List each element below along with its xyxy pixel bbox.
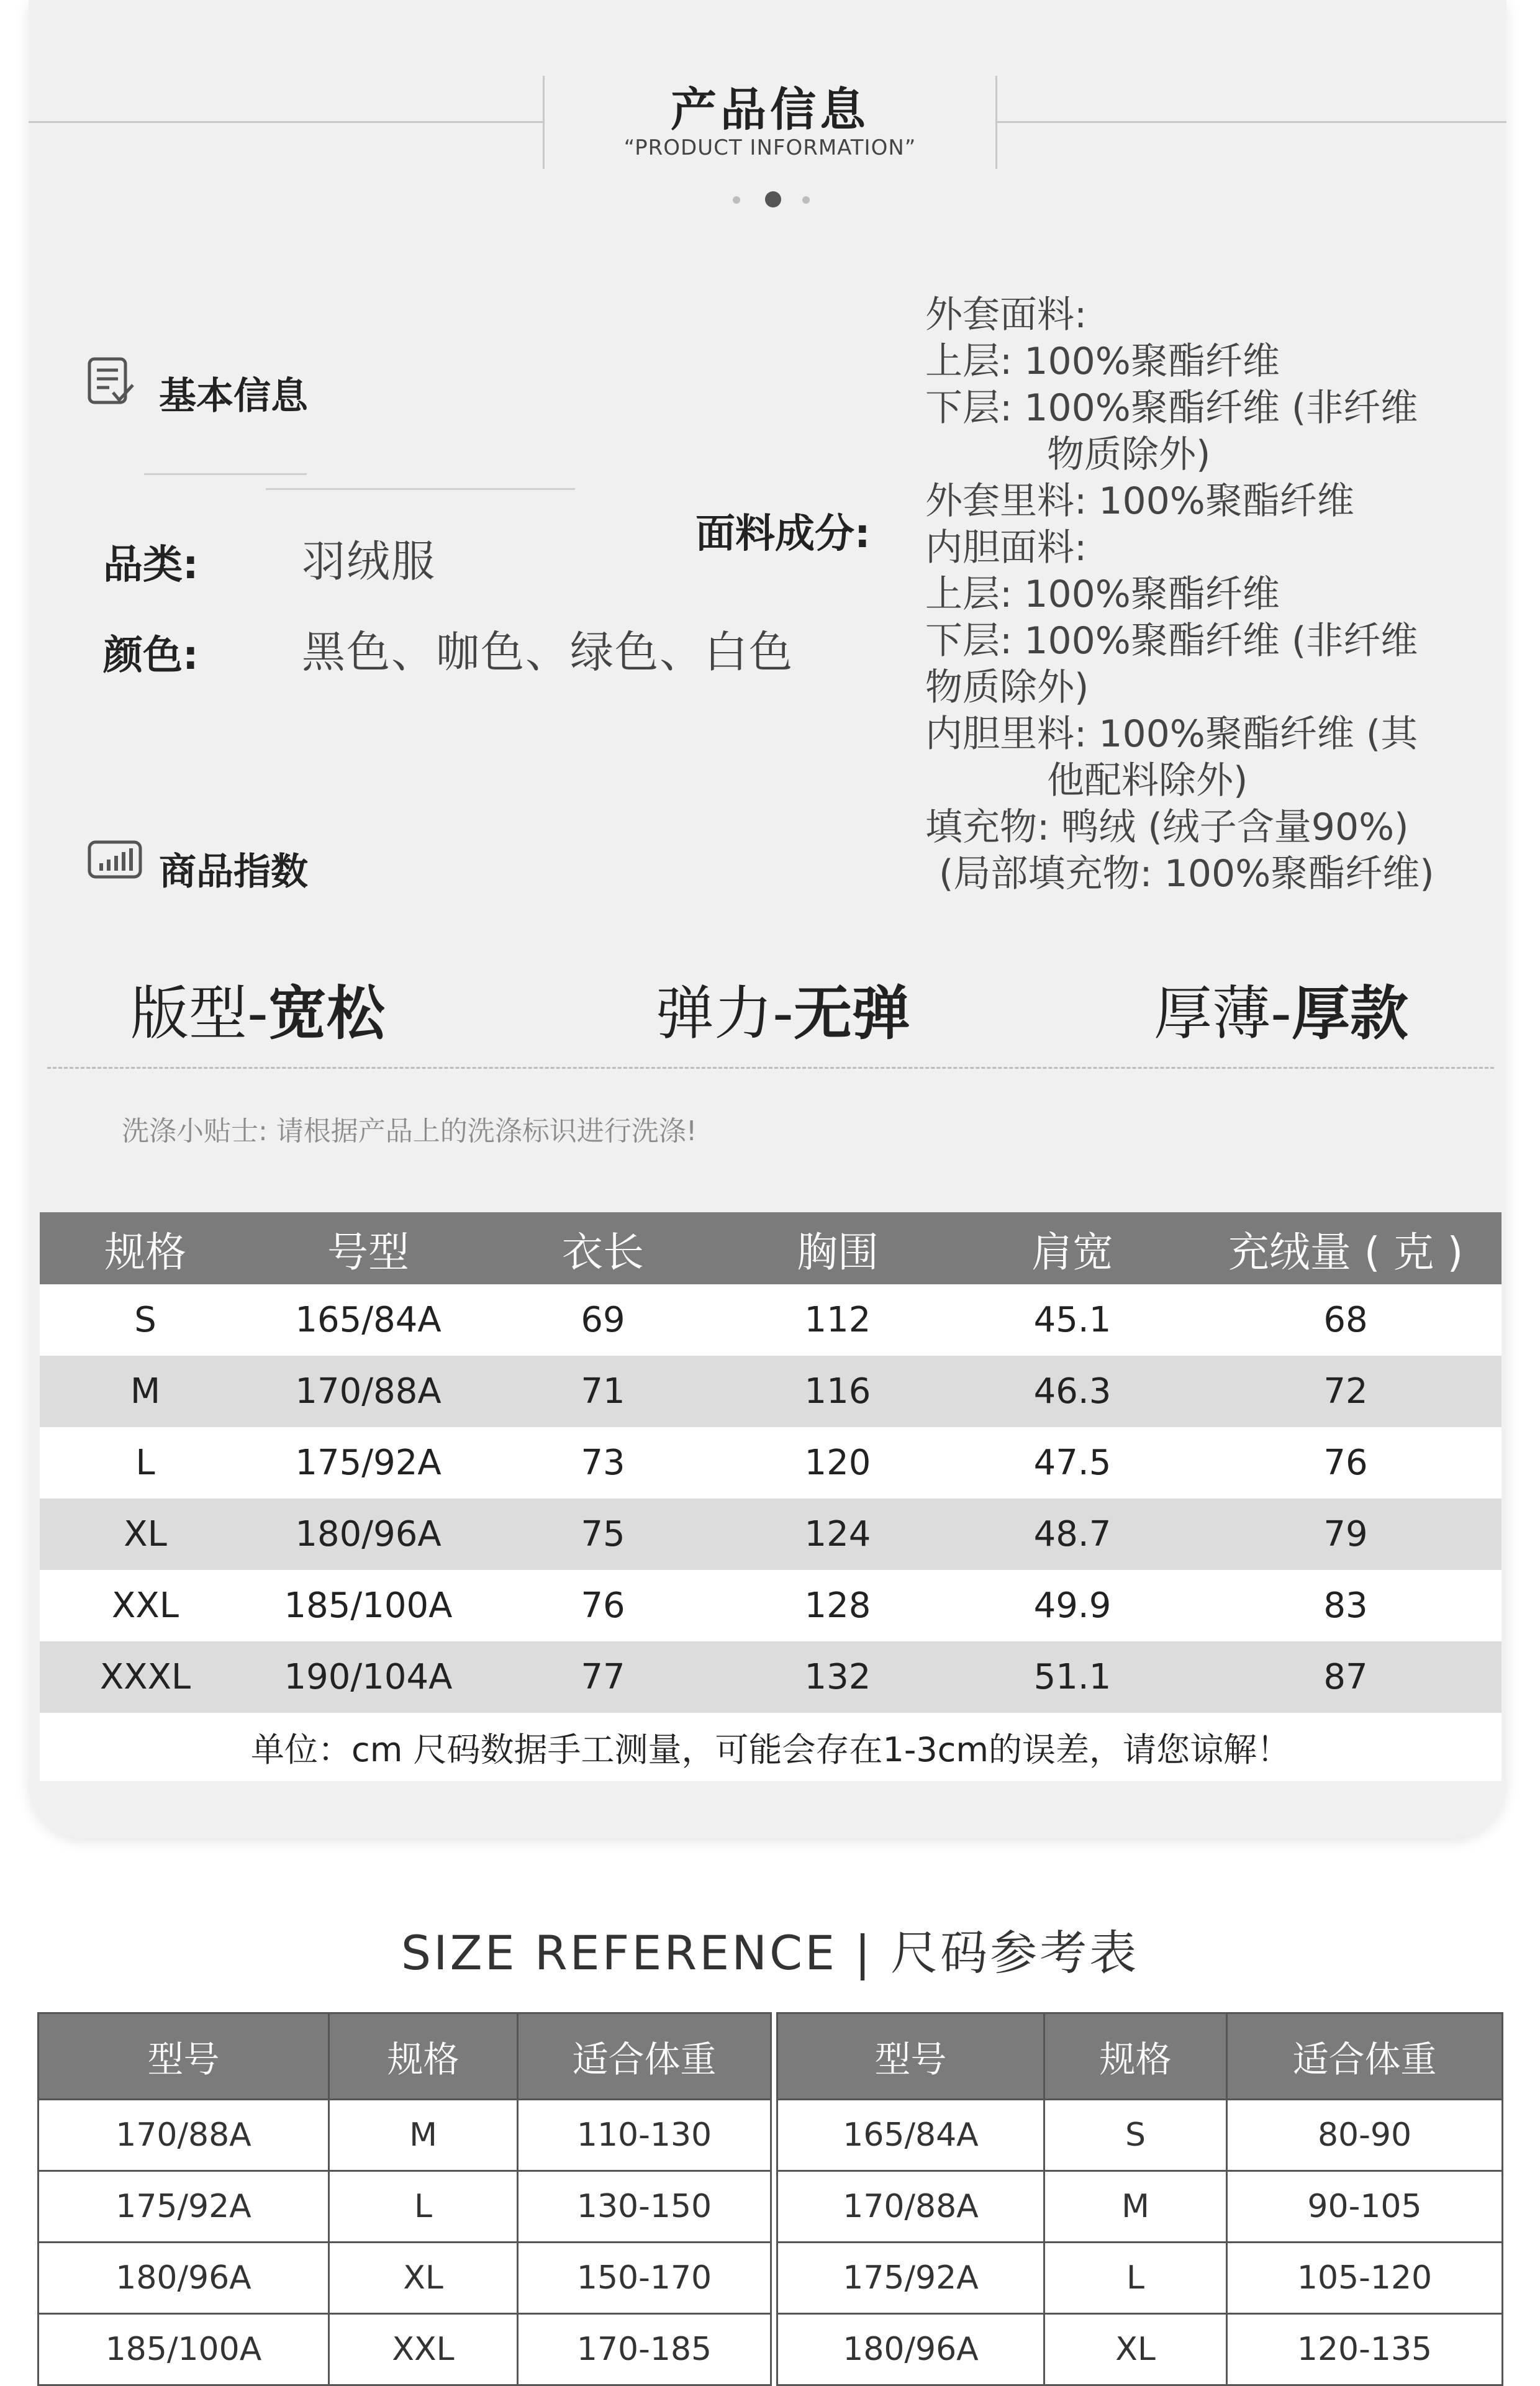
size-reference-right-table: [776, 2012, 1503, 2386]
fit-index-value: 宽松: [268, 980, 385, 1048]
table-cell: 80-90: [1227, 2100, 1503, 2171]
fabric-line: 内胆面料:: [925, 526, 1087, 569]
table-row: [777, 2171, 1503, 2243]
size-table-note: 单位：cm 尺码数据手工测量，可能会存在1-3cm的误差，请您谅解！: [40, 1713, 1502, 1781]
stretch-index-label: 弹力-: [656, 980, 794, 1048]
table-cell: 69: [486, 1284, 720, 1356]
table-cell: 51.1: [955, 1641, 1190, 1713]
stretch-index: [656, 966, 910, 1050]
ref-table-header: [38, 2013, 771, 2100]
table-cell: 190/104A: [251, 1641, 486, 1713]
table-cell: 170/88A: [777, 2171, 1044, 2243]
table-cell: 68: [1190, 1284, 1502, 1356]
size-table-note-row: [40, 1713, 1502, 1781]
table-cell: 83: [1190, 1570, 1502, 1641]
table-cell: L: [1044, 2243, 1227, 2314]
ref-col-header: 规格: [1044, 2013, 1227, 2100]
table-cell: 170/88A: [38, 2100, 329, 2171]
table-cell: 73: [486, 1427, 720, 1499]
table-cell: 165/84A: [777, 2100, 1044, 2171]
table-row: [40, 1356, 1502, 1427]
table-cell: S: [40, 1284, 251, 1356]
fabric-line: 下层: 100%聚酯纤维 (非纤维: [925, 619, 1418, 663]
table-row: [38, 2100, 771, 2171]
fabric-composition: [925, 292, 1509, 897]
table-cell: 47.5: [955, 1427, 1190, 1499]
table-row: [40, 1570, 1502, 1641]
signal-chart-icon: [87, 840, 143, 881]
table-cell: 185/100A: [38, 2314, 329, 2385]
page-title: 产品信息: [671, 83, 869, 137]
table-cell: XXL: [329, 2314, 518, 2385]
wash-tip: 洗涤小贴士: 请根据产品上的洗涤标识进行洗涤!: [122, 1115, 697, 1147]
size-col-header: 胸围: [720, 1212, 955, 1284]
table-cell: 72: [1190, 1356, 1502, 1427]
pager-dot-2-active: [765, 191, 781, 207]
table-cell: M: [40, 1356, 251, 1427]
table-cell: 132: [720, 1641, 955, 1713]
table-cell: 48.7: [955, 1499, 1190, 1570]
category-value: 羽绒服: [302, 536, 436, 587]
thickness-index: [1154, 966, 1408, 1050]
table-cell: 76: [1190, 1427, 1502, 1499]
dashed-divider: [47, 1067, 1494, 1069]
table-cell: 76: [486, 1570, 720, 1641]
table-cell: 170/88A: [251, 1356, 486, 1427]
size-col-header: 衣长: [486, 1212, 720, 1284]
table-cell: 170-185: [518, 2314, 771, 2385]
fabric-line: 物质除外): [1047, 433, 1211, 476]
basic-info-heading: 基本信息: [159, 374, 308, 418]
pager-dot-1: [733, 196, 740, 204]
table-cell: 116: [720, 1356, 955, 1427]
table-row: [777, 2243, 1503, 2314]
table-cell: XL: [40, 1499, 251, 1570]
table-cell: M: [329, 2100, 518, 2171]
fabric-label: 面料成分:: [695, 511, 871, 557]
table-cell: 46.3: [955, 1356, 1190, 1427]
fabric-line: 上层: 100%聚酯纤维: [925, 340, 1280, 383]
size-table-header: [40, 1212, 1502, 1284]
ref-col-header: 适合体重: [1227, 2013, 1503, 2100]
size-col-header: 充绒量 ( 克 ): [1190, 1212, 1502, 1284]
page-subtitle: “PRODUCT INFORMATION”: [623, 135, 917, 160]
table-cell: 90-105: [1227, 2171, 1503, 2243]
thickness-index-label: 厚薄-: [1154, 980, 1292, 1048]
table-cell: 112: [720, 1284, 955, 1356]
fabric-line: 下层: 100%聚酯纤维 (非纤维: [925, 386, 1418, 430]
ref-col-header: 型号: [777, 2013, 1044, 2100]
table-cell: 180/96A: [777, 2314, 1044, 2385]
table-row: [777, 2314, 1503, 2385]
table-cell: XXL: [40, 1570, 251, 1641]
table-cell: S: [1044, 2100, 1227, 2171]
table-cell: XL: [329, 2243, 518, 2314]
size-col-header: 肩宽: [955, 1212, 1190, 1284]
table-cell: 75: [486, 1499, 720, 1570]
color-label: 颜色:: [103, 633, 199, 679]
stretch-index-value: 无弹: [793, 980, 910, 1048]
basic-info-underline-1: [144, 473, 307, 475]
table-row: [40, 1427, 1502, 1499]
fabric-line: 外套面料:: [925, 293, 1087, 337]
fit-index: [130, 966, 385, 1050]
table-cell: 128: [720, 1570, 955, 1641]
table-row: [40, 1499, 1502, 1570]
table-cell: 150-170: [518, 2243, 771, 2314]
table-row: [777, 2100, 1503, 2171]
fabric-line: 填充物: 鸭绒 (绒子含量90%): [925, 805, 1409, 849]
table-cell: 110-130: [518, 2100, 771, 2171]
size-col-header: 规格: [40, 1212, 251, 1284]
table-cell: 130-150: [518, 2171, 771, 2243]
size-reference-title: SIZE REFERENCE | 尺码参考表: [401, 1925, 1139, 1980]
table-row: [40, 1284, 1502, 1356]
table-row: [38, 2171, 771, 2243]
table-cell: 180/96A: [251, 1499, 486, 1570]
document-icon: [87, 356, 135, 407]
table-row: [40, 1641, 1502, 1713]
table-cell: XXXL: [40, 1641, 251, 1713]
size-reference-left-table: [37, 2012, 772, 2386]
table-cell: L: [329, 2171, 518, 2243]
fabric-line: (局部填充物: 100%聚酯纤维): [939, 852, 1434, 896]
fabric-line: 外套里料: 100%聚酯纤维: [925, 479, 1354, 523]
table-cell: 87: [1190, 1641, 1502, 1713]
category-label: 品类:: [103, 542, 199, 588]
fit-index-label: 版型-: [130, 980, 268, 1048]
ref-col-header: 适合体重: [518, 2013, 771, 2100]
ref-col-header: 规格: [329, 2013, 518, 2100]
table-cell: L: [40, 1427, 251, 1499]
basic-info-underline-2: [266, 488, 575, 490]
table-cell: 185/100A: [251, 1570, 486, 1641]
table-cell: 77: [486, 1641, 720, 1713]
product-index-heading: 商品指数: [159, 850, 308, 894]
table-cell: 79: [1190, 1499, 1502, 1570]
table-row: [38, 2314, 771, 2385]
pager-dot-3: [802, 196, 810, 204]
fabric-line: 他配料除外): [1047, 759, 1248, 802]
table-cell: 120: [720, 1427, 955, 1499]
table-cell: 175/92A: [38, 2171, 329, 2243]
table-cell: 49.9: [955, 1570, 1190, 1641]
size-table: [40, 1212, 1502, 1781]
table-cell: XL: [1044, 2314, 1227, 2385]
fabric-line: 物质除外): [925, 666, 1089, 709]
table-cell: 105-120: [1227, 2243, 1503, 2314]
table-cell: M: [1044, 2171, 1227, 2243]
fabric-line: 内胆里料: 100%聚酯纤维 (其: [925, 712, 1418, 756]
ref-col-header: 型号: [38, 2013, 329, 2100]
table-cell: 175/92A: [251, 1427, 486, 1499]
table-row: [38, 2243, 771, 2314]
size-col-header: 号型: [251, 1212, 486, 1284]
color-value: 黑色、咖色、绿色、白色: [302, 627, 794, 678]
table-cell: 71: [486, 1356, 720, 1427]
table-cell: 120-135: [1227, 2314, 1503, 2385]
table-cell: 175/92A: [777, 2243, 1044, 2314]
table-cell: 180/96A: [38, 2243, 329, 2314]
fabric-line: 上层: 100%聚酯纤维: [925, 573, 1280, 616]
thickness-index-value: 厚款: [1291, 980, 1408, 1048]
table-cell: 45.1: [955, 1284, 1190, 1356]
table-cell: 165/84A: [251, 1284, 486, 1356]
ref-table-header: [777, 2013, 1503, 2100]
table-cell: 124: [720, 1499, 955, 1570]
